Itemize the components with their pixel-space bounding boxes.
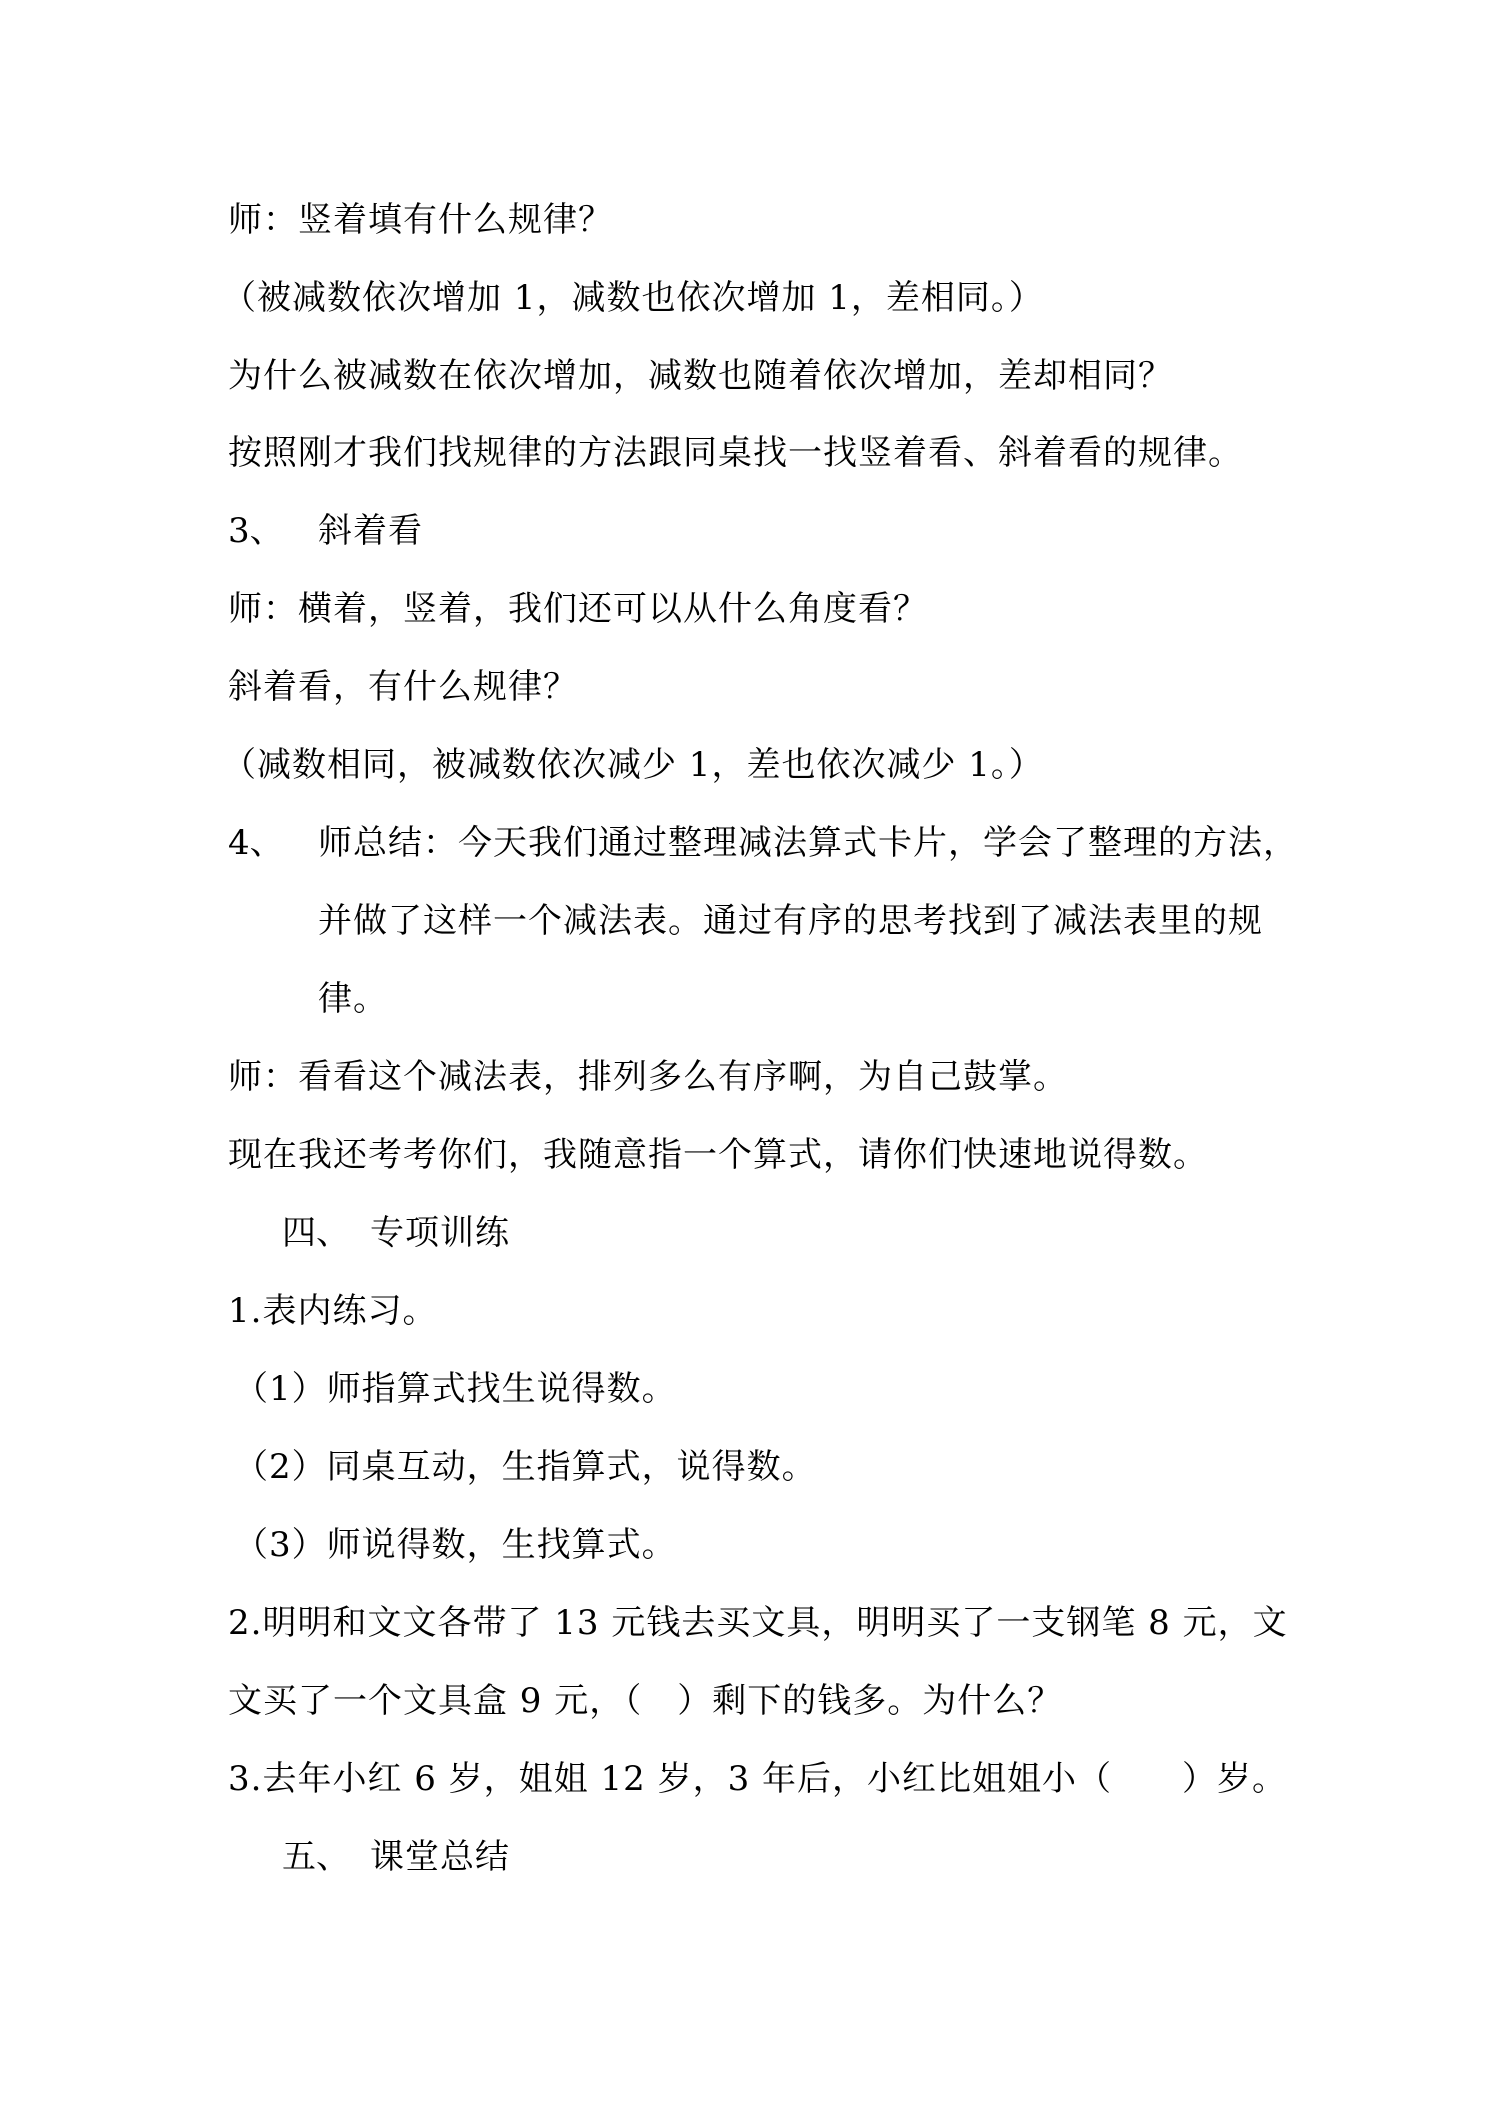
paragraph-line: 斜着看，有什么规律？ (228, 667, 578, 707)
paragraph-line: （1）师指算式找生说得数。 (234, 1369, 677, 1409)
paragraph-line: （2）同桌互动，生指算式，说得数。 (234, 1447, 817, 1487)
paragraph-line: 师：看看这个减法表，排列多么有序啊，为自己鼓掌。 (228, 1057, 1068, 1097)
paragraph-line: 1.表内练习。 (228, 1291, 438, 1331)
paragraph-line: 律。 (318, 979, 388, 1019)
paragraph-line: 师总结：今天我们通过整理减法算式卡片，学会了整理的方法， (318, 823, 1298, 863)
paragraph-line: （减数相同，被减数依次减少 1，差也依次减少 1。） (222, 745, 1044, 785)
section-number: 四、 (282, 1213, 350, 1253)
paragraph-line: 师：横着，竖着，我们还可以从什么角度看？ (228, 589, 928, 629)
paragraph-line: 并做了这样一个减法表。通过有序的思考找到了减法表里的规 (318, 901, 1263, 941)
list-number: 4、 (228, 823, 284, 863)
paragraph-line: 为什么被减数在依次增加，减数也随着依次增加，差却相同？ (228, 356, 1173, 396)
section-heading: 课堂总结 (370, 1837, 510, 1877)
section-heading: 斜着看 (318, 511, 423, 551)
paragraph-line: 师：竖着填有什么规律？ (228, 200, 613, 240)
list-number: 3、 (228, 511, 284, 551)
paragraph-line: 2.明明和文文各带了 13 元钱去买文具，明明买了一支钢笔 8 元，文 (228, 1603, 1288, 1643)
paragraph-line: 3.去年小红 6 岁，姐姐 12 岁，3 年后，小红比姐姐小（ ）岁。 (228, 1759, 1288, 1799)
paragraph-line: 按照刚才我们找规律的方法跟同桌找一找竖着看、斜着看的规律。 (228, 433, 1243, 473)
section-number: 五、 (282, 1837, 350, 1877)
section-heading: 专项训练 (370, 1213, 510, 1253)
paragraph-line: 文买了一个文具盒 9 元，（ ）剩下的钱多。为什么？ (228, 1681, 1063, 1721)
paragraph-line: （3）师说得数，生找算式。 (234, 1525, 677, 1565)
paragraph-line: 现在我还考考你们，我随意指一个算式，请你们快速地说得数。 (228, 1135, 1208, 1175)
paragraph-line: （被减数依次增加 1，减数也依次增加 1，差相同。） (222, 278, 1044, 318)
